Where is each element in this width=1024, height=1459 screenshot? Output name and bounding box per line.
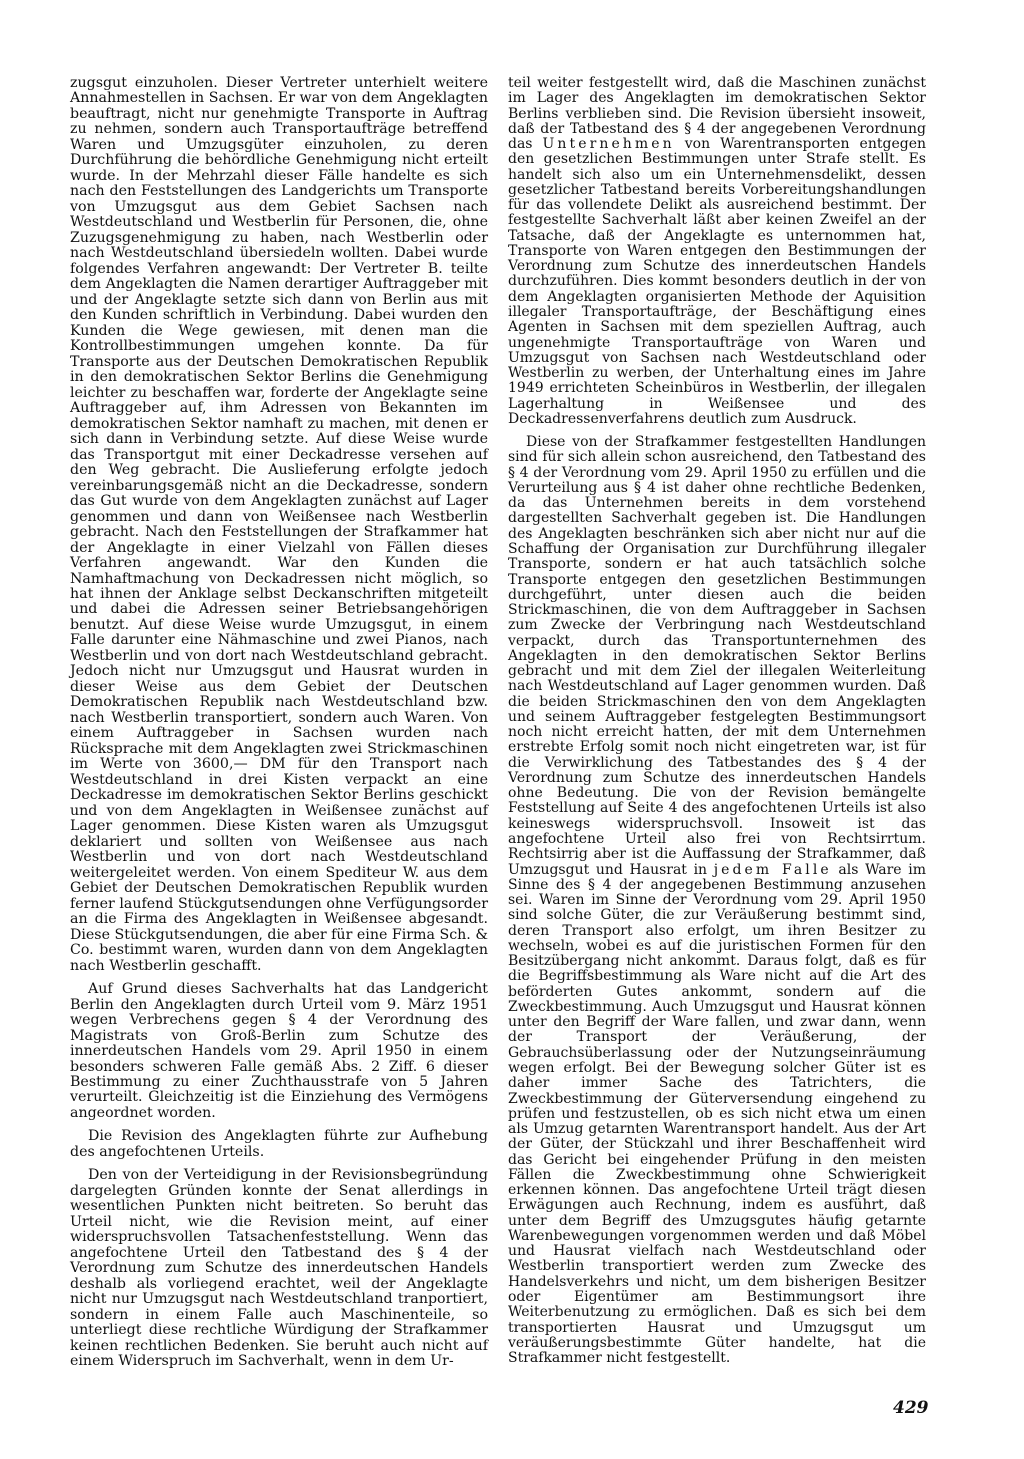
paragraph-text: teil weiter festgestellt wird, daß die Maschinen zunächst im Lager des Angeklagten im demokratischen Sektor Berlins verblieben sind. Die Revision übersieht insoweit, daß der Tatbestand des § 4 der angegebenen Verordnung das xyxy=(508,75,926,153)
paragraph: Die Revision des Angeklagten führte zur Aufhebung des angefochtenen Urteils. xyxy=(70,1128,488,1160)
paragraph: Auf Grund dieses Sachverhalts hat das Landgericht Berlin den Angeklagten durch Urteil vom 9. März 1951 wegen Verbrechens gegen § 4 der Verordnung des Magistrats von Groß-Berlin zum Schutze des innerdeutschen Handels vom 29. April 1950 in einem besonders schweren Falle gemäß Abs. 2 Ziff. 6 dieser Bestimmung zu einer Zuchthausstrafe von 5 Jahren verurteilt. Gleichzeitig ist die Einziehung des Vermögens angeordnet worden. xyxy=(70,981,488,1121)
paragraph: Den von der Verteidigung in der Revisionsbegründung dargelegten Gründen konnte der Senat allerdings in wesentlichen Punkten nicht beitreten. So beruht das Urteil nicht, wie die Revision meint, auf einer widerspruchsvollen Tatsachenfeststellung. Wenn das angefochtene Urteil den Tatbestand des § 4 der Verordnung zum Schutze des innerdeutschen Handels deshalb als vorliegend erachtet, weil der Angeklagte nicht nur Umzugsgut nach Westdeutschland tranportiert, sondern in einem Falle auch Maschinenteile, so unterliegt diese rechtliche Würdigung der Strafkammer keinen rechtlichen Bedenken. Sie beruht auch nicht auf einem Widerspruch im Sachverhalt, wenn in dem Ur- xyxy=(70,1167,488,1370)
paragraph xyxy=(508,435,926,1366)
paragraph-text: von Warentransporten entgegen den gesetzlichen Bestimmungen unter Strafe stellt. Es handelt sich also um ein Unternehmensdelikt, dessen gesetzlicher Tatbestand bereits Vorbereitungshandlungen für das vollendete Delikt als ausreichend bestimmt. Der festgestellte Sachverhalt läßt aber keinen Zweifel an der Tatsache, daß der Angeklagte es unternommen hat, Transporte von Waren entgegen den Bestimmungen der Verordnung zum Schutze des innerdeutschen Handels durchzuführen. Dies kommt besonders deutlich in der von dem Angeklagten organisierten Methode der Aquisition illegaler Transportaufträge, der Beschäftigung eines Agenten in Sachsen mit dem speziellen Auftrag, auch ungenehmigte Transportaufträge von Waren und Umzugsgut von Sachsen nach Westdeutschland oder Westberlin zu werben, der Unterhaltung eines im Jahre 1949 errichteten Scheinbüros in Westberlin, der illegalen Lagerhaltung in Weißensee und des Deckadressenverfahrens deutlich zum Ausdruck. xyxy=(508,136,926,427)
paragraph-text: als Ware im Sinne des § 4 der angegebenen Bestimmung anzusehen sei. Waren im Sinne der Verordnung vom 29. April 1950 sind solche Güter, die zur Veräußerung bestimmt sind, deren Transport also erfolgt, um ihren Besitzer zu wechseln, wobei es auf die juristischen Formen für den Besitzübergang nicht ankommt. Daraus folgt, daß es für die Begriffsbestimmung als Ware nicht auf die Art des beförderten Gutes ankommt, sondern auf die Zweckbestimmung. Auch Umzugsgut und Hausrat können unter den Begriff der Ware fallen, und zwar dann, wenn der Transport der Veräußerung, der Gebrauchsüberlassung oder der Nutzungseinräumung wegen erfolgt. Bei der Bewegung solcher Güter ist es daher immer Sache des Tatrichters, die Zweckbestimmung der Güterversendung eingehend zu prüfen und festzustellen, ob es sich nicht etwa um einen als Umzug getarnten Warentransport handelt. Aus der Art der Güter, der Stückzahl und ihrer Beschaffenheit wird das Gericht bei eingehender Prüfung in den meisten Fällen die Zweckbestimmung ohne Schwierigkeit erkennen können. Das angefochtene Urteil trägt diesen Erwägungen auch Rechnung, indem es ausführt, daß unter dem Begriff des Umzugsgutes häufig getarnte Warenbewegungen vorgenommen werden und daß Möbel und Hausrat vielfach nach Westdeutschland oder Westberlin transportiert werden zum Zwecke des Handelsverkehrs und nicht, um dem bisherigen Besitzer oder Eigentümer am Bestimmungsort ihre Weiterbenutzung zu ermöglichen. Daß es sich bei dem transportierten Hausrat und Umzugsgut um veräußerungsbestimmte Güter handelte, hat die Strafkammer nicht festgestellt. xyxy=(508,861,926,1367)
page-number: 429 xyxy=(893,1398,929,1418)
paragraph xyxy=(508,76,926,427)
emphasized-term: jedem Falle xyxy=(713,861,832,878)
paragraph: zugsgut einzuholen. Dieser Vertreter unterhielt weitere Annahmestellen in Sachsen. Er war von dem Angeklagten beauftragt, nicht nur genehmigte Transporte in Auftrag zu nehmen, sondern auch Transportaufträge betreffend Waren und Umzugsgüter einzuholen, zu deren Durchführung die behördliche Genehmigung nicht erteilt wurde. In der Mehrzahl dieser Fälle handelte es sich nach den Feststellungen des Landgerichts um Transporte von Umzugsgut aus dem Gebiet Sachsen nach Westdeutschland und Westberlin für Personen, die, ohne Zuzugsgenehmigung zu haben, nach Westberlin oder nach Westdeutschland übersiedeln wollten. Dabei wurde folgendes Verfahren angewandt: Der Vertreter B. teilte dem Angeklagten die Namen derartiger Auftraggeber mit und der Angeklagte setzte sich dann von Berlin aus mit den Kunden schriftlich in Verbindung. Dabei wurden den Kunden die Wege gewiesen, mit denen man die Kontrollbestimmungen umgehen konnte. Da für Transporte aus der Deutschen Demokratischen Republik in den demokratischen Sektor Berlins die Genehmigung leichter zu beschaffen war, forderte der Angeklagte seine Auftraggeber auf, ihm Adressen von Bekannten im demokratischen Sektor namhaft zu machen, mit denen er sich dann in Verbindung setzte. Auf diese Weise wurde das Transportgut mit einer Deckadresse versehen auf den Weg gebracht. Die Auslieferung erfolgte jedoch vereinbarungsgemäß nicht an die Deckadresse, sondern das Gut wurde von dem Angeklagten zunächst auf Lager genommen und dann von Weißensee nach Westberlin gebracht. Nach den Feststellungen der Strafkammer hat der Angeklagte in einer Vielzahl von Fällen dieses Verfahren angewandt. War den Kunden die Namhaftmachung von Deckadressen nicht möglich, so hat ihnen der Anklage selbst Deckanschriften mitgeteilt und dabei die Adressen seiner Betriebsangehörigen benutzt. Auf diese Weise wurde Umzugsgut, in einem Falle darunter eine Nähmaschine und zwei Pianos, nach Westberlin und von dort nach Westdeutschland gebracht. Jedoch nicht nur Umzugsgut und Hausrat wurden in dieser Weise aus dem Gebiet der Deutschen Demokratischen Republik nach Westdeutschland bzw. nach Westberlin transportiert, sondern auch Waren. Von einem Auftraggeber in Sachsen wurden nach Rücksprache mit dem Angeklagten zwei Strickmaschinen im Werte von 3600,— DM für den Transport nach Westdeutschland in drei Kisten verpackt an eine Deckadresse im demokratischen Sektor Berlins geschickt und von dem Angeklagten in Weißensee zunächst auf Lager genommen. Diese Kisten waren als Umzugsgut deklariert und sollten von Weißensee aus nach Westberlin und von dort nach Westdeutschland weitergeleitet werden. Von einem Spediteur W. aus dem Gebiet der Deutschen Demokratischen Republik wurden ferner laufend Stückgutsendungen ohne Verfügungsorder an die Firma des Angeklagten in Weißensee abgesandt. Diese Stückgutsendungen, die aber für eine Firma Sch. & Co. bestimmt waren, wurden dann von dem Angeklagten nach Westberlin geschafft. xyxy=(70,75,488,974)
left-text-column xyxy=(70,76,488,1370)
emphasized-term: Unternehmen xyxy=(542,136,675,153)
paragraph-text: Diese von der Strafkammer festgestellten Handlungen sind für sich allein schon ausreichend, den Tatbestand des § 4 der Verordnung vom 29. April 1950 zu erfüllen und die Verurteilung aus § 4 ist daher ohne rechtliche Bedenken, da das Unternehmen bereits in dem vorstehend dargestellten Sachverhalt gegeben ist. Die Handlungen des Angeklagten beschränken sich aber nicht nur auf die Schaffung der Organisation zur Durchführung illegaler Transporte, sondern er hat auch tatsächlich solche Transporte entgegen den gesetzlichen Bestimmungen durchgeführt, unter diesen auch die beiden Strickmaschinen, die von dem Auftraggeber in Sachsen zum Zwecke der Verbringung nach Westdeutschland verpackt, durch das Transportunternehmen des Angeklagten in den demokratischen Sektor Berlins gebracht und mit dem Ziel der illegalen Weiterleitung nach Westdeutschland auf Lager genommen wurden. Daß die beiden Strickmaschinen den von dem Angeklagten und seinem Auftraggeber festgelegten Bestimmungsort noch nicht erreicht hatten, der mit dem Unternehmen erstrebte Erfolg somit noch nicht eingetreten war, ist für die Verwirklichung des Tatbestandes des § 4 der Verordnung zum Schutze des innerdeutschen Handels ohne Bedeutung. Die von der Revision bemängelte Feststellung auf Seite 4 des angefochtenen Urteils ist also keineswegs widerspruchsvoll. Insoweit ist das angefochtene Urteil also frei von Rechtsirrtum. Rechtsirrig aber ist die Auffassung der Strafkammer, daß Umzugsgut und Hausrat in xyxy=(508,434,926,878)
right-text-column xyxy=(508,76,926,1366)
